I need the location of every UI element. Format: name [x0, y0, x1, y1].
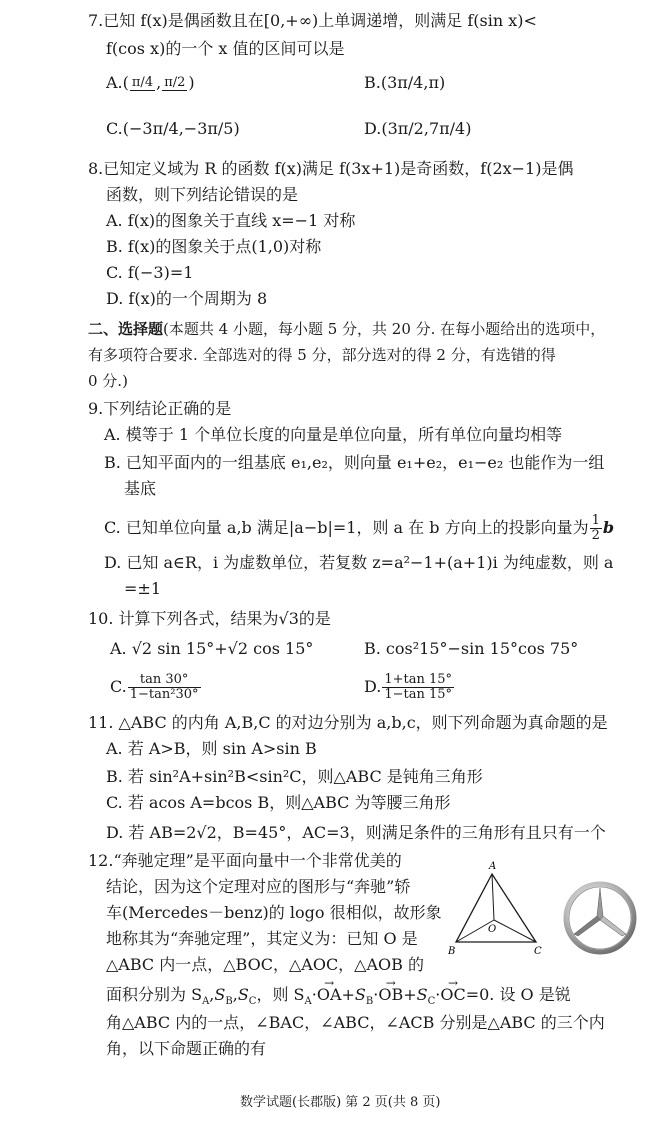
- q8-option-b: B. f(x)的图象关于点(1,0)对称: [106, 237, 322, 256]
- q10-option-d: [364, 672, 455, 702]
- q7-d-v2: 7π/4: [428, 119, 466, 138]
- q9-c-text: C. 已知单位向量 a,b 满足|a−b|=1，则 a 在 b 方向上的投影向量为: [104, 518, 589, 537]
- q10-d-label: D.: [364, 677, 382, 696]
- q12-line8: 角，以下命题正确的有: [106, 1039, 267, 1058]
- q7-c-v2: −3π/5: [183, 119, 234, 138]
- q9-c-tail: b: [602, 518, 615, 537]
- q11-option-d: D. 若 AB=2√2，B=45°，AC=3，则满足条件的三角形有且只有一个: [106, 823, 606, 842]
- q10-d-frac: $\frac{1+\tan 15^\circ}{1-\tan 15^\circ}$: [384, 672, 453, 702]
- q12-line4: 地称其为“奔驰定理”，其定义为：已知 O 是: [106, 929, 418, 948]
- q11-option-c: C. 若 acos A=bcos B，则△ABC 为等腰三角形: [106, 793, 451, 812]
- q10-c-frac: $\frac{\tan 30^\circ}{\text{1−tan²30°}}$: [129, 672, 199, 702]
- q12-l6-c: =0. 设 O 是锐: [465, 985, 571, 1004]
- section2-line2: 有多项符合要求. 全部选对的得 5 分，部分选对的得 2 分，有选错的得: [88, 346, 556, 364]
- q7-c-label: C.: [106, 119, 123, 138]
- q7-line1: 7.已知 f(x)是偶函数且在[0,+∞)上单调递增，则满足 f(sin x)<: [88, 11, 537, 30]
- q7-option-b: B.(3π/4,π): [364, 73, 446, 92]
- q11-option-a: A. 若 A>B，则 sin A>sin B: [106, 739, 317, 758]
- q8-option-a: A. f(x)的图象关于直线 x=−1 对称: [106, 211, 356, 230]
- q11-option-b: B. 若 sin²A+sin²B<sin²C，则△ABC 是钝角三角形: [106, 767, 483, 786]
- page-footer: 数学试题(长郡版) 第 2 页(共 8 页): [240, 1095, 441, 1110]
- q7-option-a: A.( π/4 , π/2 ): [106, 73, 195, 92]
- q7-c-v1: −3π/4: [129, 119, 179, 138]
- q12-l6-b: ，则 S: [256, 985, 305, 1004]
- q8-line2: 函数，则下列结论错误的是: [106, 185, 299, 204]
- q12-l6-a: 面积分别为 S: [106, 985, 203, 1004]
- fig-label-b: B: [448, 946, 456, 957]
- q10-stem: 10. 计算下列各式，结果为√3的是: [88, 609, 331, 628]
- q12-line5: △ABC 内一点，△BOC，△AOC，△AOB 的: [106, 955, 425, 974]
- section2-intro: (本题共 4 小题，每小题 5 分，共 20 分. 在每小题给出的选项中，: [163, 320, 606, 338]
- q12-line2: 结论，因为这个定理对应的图形与“奔驰”轿: [106, 877, 411, 896]
- q7-option-d: D.(3π/2,7π/4): [364, 119, 472, 138]
- fig-label-o: O: [488, 924, 497, 935]
- q10-option-a: A. √2 sin 15°+√2 cos 15°: [110, 639, 314, 658]
- benz-triangle-figure: [448, 858, 548, 958]
- q9-option-d-line1: D. 已知 a∈R，i 为虚数单位，若复数 z=a²−1+(a+1)i 为纯虚数，则 a: [104, 553, 614, 572]
- q10-option-b: B. cos²15°−sin 15°cos 75°: [364, 639, 579, 658]
- section2-line3: 0 分.): [88, 372, 128, 390]
- fig-label-a: A: [489, 861, 497, 872]
- q11-stem: 11. △ABC 的内角 A,B,C 的对边分别为 a,b,c，则下列命题为真命题的是: [88, 713, 608, 732]
- q12-line7: 角△ABC 内的一点，∠BAC，∠ABC，∠ACB 分别是△ABC 的三个内: [106, 1013, 605, 1032]
- section2-title: 二、选择题: [88, 320, 164, 338]
- q7-b-v2: π: [428, 73, 439, 92]
- q8-option-c: C. f(−3)=1: [106, 263, 194, 282]
- q7-d-v1: 3π/2: [387, 119, 424, 138]
- q9-option-b-line2: 基底: [124, 479, 157, 498]
- q7-line2: f(cos x)的一个 x 值的区间可以是: [106, 39, 345, 58]
- q7-a-label: A.: [106, 73, 123, 92]
- q7-option-c: C.(−3π/4,−3π/5): [106, 119, 240, 138]
- q12-line3: 车(Mercedes－benz)的 logo 很相似，故形象: [106, 903, 442, 922]
- q9-option-a: A. 模等于 1 个单位长度的向量是单位向量，所有单位向量均相等: [104, 425, 563, 444]
- q9-option-b-line1: B. 已知平面内的一组基底 e₁,e₂，则向量 e₁+e₂，e₁−e₂ 也能作为一组: [104, 453, 605, 472]
- q7-b-label: B.: [364, 73, 381, 92]
- q9-stem: 9.下列结论正确的是: [88, 399, 232, 418]
- section2-line1: [88, 318, 605, 340]
- q8-option-d: D. f(x)的一个周期为 8: [106, 289, 268, 308]
- q9-c-frac: $\frac{1}{2}$: [591, 513, 600, 543]
- q7-a-frac2: π/2: [164, 75, 186, 90]
- q10-option-c: [110, 672, 202, 702]
- q12-line6: 面积分别为 $S_A,S_B,S_C$，则 $S_A\cdot\to OA+S_B\cdot\to OB+S_C\cdot\to OC=0$. 设 O 是锐: [106, 984, 571, 1013]
- q12-line1: 12.“奔驰定理”是平面向量中一个非常优美的: [88, 851, 402, 870]
- q7-d-label: D.: [364, 119, 382, 138]
- q9-option-d-line2: =±1: [124, 579, 161, 598]
- q10-c-label: C.: [110, 677, 127, 696]
- mercedes-logo-image: [562, 880, 638, 956]
- fig-label-c: C: [534, 946, 542, 957]
- q9-option-c: [104, 514, 614, 543]
- q7-a-frac1: π/4: [131, 75, 154, 90]
- q7-b-v1: 3π/4: [387, 73, 424, 92]
- q8-line1: 8.已知定义域为 R 的函数 f(x)满足 f(3x+1)是奇函数，f(2x−1)是偶: [88, 159, 574, 178]
